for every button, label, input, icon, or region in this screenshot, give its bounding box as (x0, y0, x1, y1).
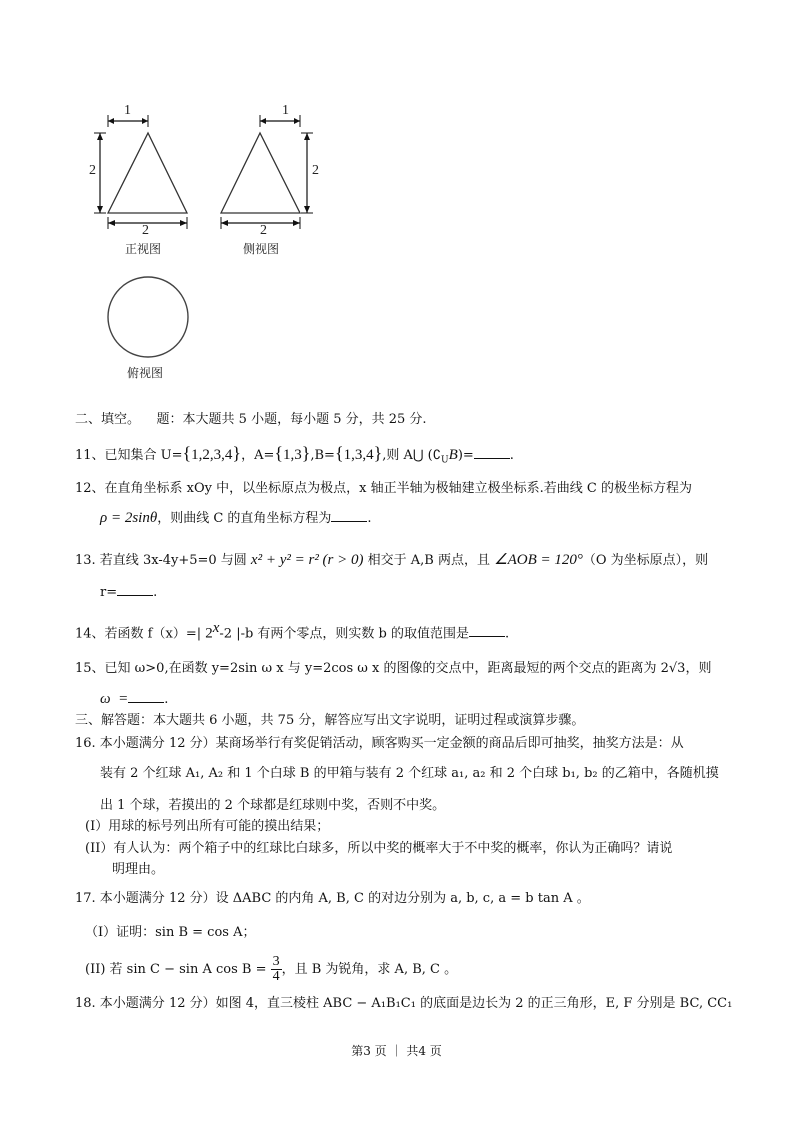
question-11 (75, 444, 514, 470)
answer-blank[interactable] (469, 624, 505, 637)
top-view-figure (106, 275, 190, 359)
front-view-figure (85, 105, 200, 240)
front-top-dim: 1 (124, 103, 131, 118)
side-base-dim: 2 (260, 223, 267, 238)
q14-exp: x (212, 620, 220, 636)
q13-prefix: 13. 若直线 3x-4y+5=0 与圆 (75, 553, 247, 568)
brace-close: } (373, 443, 383, 463)
question-16-line1: 16. 本小题满分 12 分）某商场举行有奖促销活动，顾客购买一定金额的商品后即可抽奖，抽奖方法是：从 (75, 736, 684, 751)
q11-u-set: 1,2,3,4 (191, 447, 233, 463)
q15-answer-label: ω = (100, 691, 129, 707)
q14-prefix: 14、若函数 f（x）=| (75, 626, 202, 642)
question-13-line1 (75, 551, 708, 570)
q17-part2-prefix: (II) 若 sin C − sin A cos B = (85, 962, 267, 977)
period: . (367, 511, 372, 526)
question-13-line2 (100, 583, 157, 602)
q11-end: )= (457, 448, 474, 463)
period: . (153, 585, 158, 600)
q11-b-set: 1,3,4 (343, 447, 374, 463)
q11-prefix: 11、已知集合 U= (75, 448, 183, 463)
brace-close: } (232, 443, 242, 463)
front-base-dim: 2 (142, 223, 149, 238)
question-16-part2: (II）有人认为：两个箱子中的红球比白球多，所以中奖的概率大于不中奖的概率，你认为正确吗？请说 (85, 841, 673, 856)
q13-answer-label: r= (100, 585, 118, 600)
answer-blank[interactable] (331, 509, 367, 522)
answer-blank[interactable] (128, 690, 164, 703)
fraction-denominator: 4 (272, 969, 280, 984)
page-footer: 第3 页 ｜ 共4 页 (351, 1044, 442, 1058)
top-view-caption: 俯视图 (127, 366, 164, 380)
side-view-caption: 侧视图 (243, 242, 280, 256)
question-17-part1: （I）证明：sin B = cos A； (85, 925, 256, 940)
question-18-line1: 18. 本小题满分 12 分）如图 4，直三棱柱 ABC − A₁B₁C₁ 的底面是边长为 2 的正三角形，E, F 分别是 BC, CC₁ (75, 996, 733, 1011)
period: . (509, 448, 514, 463)
question-16-line3: 出 1 个球，若摸出的 2 个球都是红球则中奖，否则不中奖。 (100, 798, 446, 813)
front-height-dim: 2 (89, 163, 96, 178)
q11-b-var: B (448, 447, 458, 463)
q11-complement: ∁ (432, 448, 442, 463)
period: . (505, 626, 510, 642)
q13-circle-eq: x² + y² = r² (r > 0) (250, 552, 364, 568)
q13-middle: 相交于 A,B 两点，且 (367, 553, 490, 568)
q17-part2-suffix: ，且 B 为锐角，求 A, B, C 。 (281, 962, 458, 977)
section3-heading: 三、解答题：本大题共 6 小题，共 75 分，解答应写出文字说明，证明过程或演算步骤。 (75, 713, 585, 728)
answer-blank[interactable] (474, 446, 510, 459)
q12-line2: ，则曲线 C 的直角坐标方程为 (157, 511, 332, 526)
q13-angle: ∠AOB = 120° (494, 552, 583, 568)
question-12-line1: 12、在直角坐标系 xOy 中，以坐标原点为极点，x 轴正半轴为极轴建立极坐标系.若曲线 C 的极坐标方程为 (75, 481, 692, 496)
question-12-line2 (100, 509, 372, 528)
q11-tail: ,则 A⋃ ( (382, 448, 433, 463)
question-15-line2 (100, 690, 168, 709)
question-17-part2 (85, 955, 457, 984)
q13-tail: （O 为坐标原点），则 (582, 553, 709, 568)
brace-open: { (182, 443, 192, 463)
question-16-line2: 装有 2 个红球 A₁, A₂ 和 1 个白球 B 的甲箱与装有 2 个红球 a₁, a₂ 和 2 个白球 b₁, b₂ 的乙箱中，各随机摸 (100, 766, 719, 781)
q11-complement-sub: U (441, 455, 449, 466)
question-15-line1: 15、已知 ω>0,在函数 y=2sin ω x 与 y=2cos ω x 的图像的交点中，距离最短的两个交点的距离为 2√3，则 (75, 661, 712, 676)
question-17-line1: 17. 本小题满分 12 分）设 ΔABC 的内角 A, B, C 的对边分别为 a, b, c, a = b tan A 。 (75, 891, 590, 906)
fraction-numerator: 3 (272, 954, 280, 969)
brace-open: { (274, 443, 283, 463)
brace-open: { (334, 443, 344, 463)
q11-a-set: 1,3 (282, 447, 302, 463)
q14-rest: -2 |-b 有两个零点，则实数 b 的取值范围是 (219, 626, 470, 642)
q14-expr: 2 (205, 625, 213, 642)
q12-formula: ρ = 2sinθ (100, 510, 158, 526)
side-top-dim: 1 (282, 103, 289, 118)
side-height-dim: 2 (312, 163, 319, 178)
section2-heading: 二、填空。 题：本大题共 5 小题，每小题 5 分，共 25 分. (75, 412, 427, 427)
brace-close: } (301, 443, 311, 463)
question-16-part2-cont: 明理由。 (112, 862, 165, 877)
question-14 (75, 619, 509, 643)
q11-b-label: ,B= (310, 448, 335, 463)
answer-blank[interactable] (117, 583, 153, 596)
fraction (271, 955, 282, 984)
period: . (164, 692, 169, 707)
question-16-part1: (I）用球的标号列出所有可能的摸出结果； (85, 819, 330, 834)
q11-a-label: ，A= (241, 448, 275, 463)
front-view-caption: 正视图 (125, 242, 162, 256)
